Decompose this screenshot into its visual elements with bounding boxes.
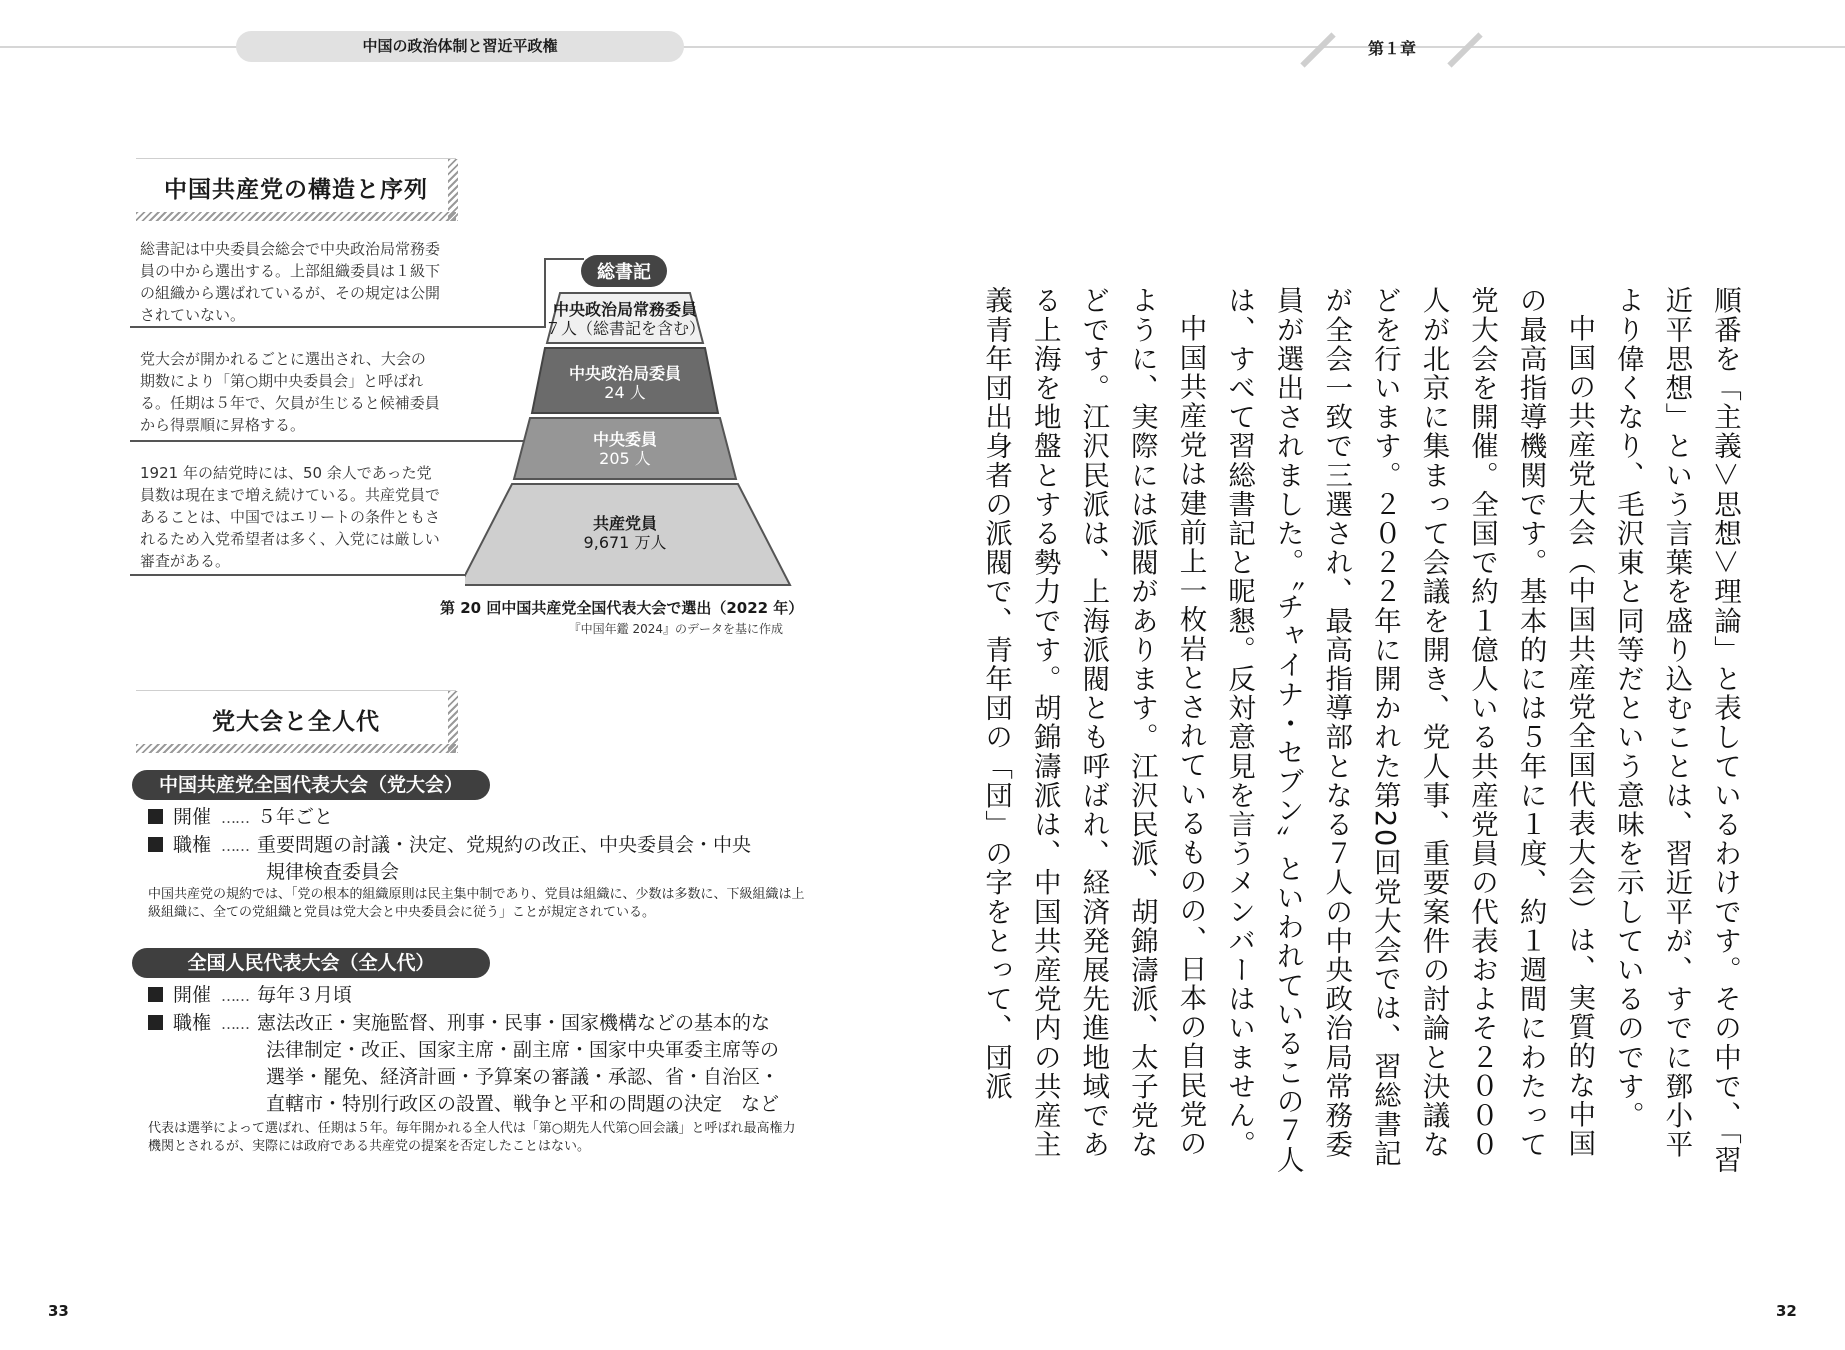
leader-dots: …… — [221, 809, 250, 827]
pyramid-apex-label: 総書記 — [597, 262, 651, 283]
held-label: 開催 — [173, 984, 212, 1006]
held-value: 毎年３月頃 — [257, 984, 353, 1006]
held-value: ５年ごと — [257, 806, 334, 828]
power-line-1: 重要問題の討議・決定、党規約の改正、中央委員会・中央 — [257, 834, 752, 856]
congress-heading: 党大会と全人代 — [212, 709, 380, 735]
party-congress-held-row — [148, 804, 333, 831]
pyramid-level-2 — [525, 364, 725, 402]
header-slash-left — [1300, 32, 1335, 67]
page-number-right: 32 — [1776, 1302, 1797, 1320]
pyramid-level-4-count: 9,671 万人 — [583, 533, 667, 552]
pyramid-level-3-count: 205 人 — [599, 449, 651, 468]
pyramid-level-4 — [525, 514, 725, 552]
note-line-3 — [130, 574, 480, 576]
note-general-secretary: 総書記は中央委員会総会で中央政治局常務委員の中から選出する。上部組織委員は１級下の組織から選ばれているが、その規定は公開されていない。 — [140, 240, 441, 324]
bullet-square-icon — [148, 1015, 163, 1030]
note-central-committee: 党大会が開かれるごとに選出され、大会の期数により「第○期中央委員会」と呼ばれる。任期は５年で、欠員が生じると候補委員から得票順に昇格する。 — [140, 350, 440, 434]
party-congress-note: 中国共産党の規約では、「党の根本的組織原則は民主集中制であり、党員は組織に、少数は多数に、下級組織は上級組織に、全ての党組織と党員は党大会と中央委員会に従う」ことが規定されている。 — [148, 887, 805, 920]
leader-dots: …… — [221, 837, 250, 855]
note-party-members: 1921 年の結党時には、50 余人であった党員数は現在まで増え続けている。共産党員であることは、中国ではエリートの条件ともされるため入党希望者は多く、入党には厳しい審査がある。 — [140, 464, 441, 570]
pyramid-level-2-name: 中央政治局委員 — [568, 364, 681, 383]
bullet-square-icon — [148, 809, 163, 824]
pyramid-level-1-count: ７人（総書記を含む） — [544, 319, 705, 338]
heading-hatch-side — [448, 691, 458, 753]
power-label: 職権 — [173, 1012, 212, 1034]
npc-power-line-2: 法律制定・改正、国家主席・副主席・国家中央軍委主席等の — [266, 1039, 780, 1061]
npc-title: 全国人民代表大会（全人代） — [132, 948, 490, 978]
pyramid-level-1-name: 中央政治局常務委員 — [552, 300, 697, 319]
body-paragraph-3: 中国共産党は建前上一枚岩とされているものの、日本の自民党のように、実際には派閥があります。江沢民派、胡錦濤派、太子党などです。江沢民派は、上海派閥とも呼ばれ、経済発展先進地域である上海を地盤とする勢力です。胡錦濤派は、中国共産党内の共産主義青年団出身者の派閥で、青年団の「団」の字をとって、団派 — [980, 286, 1207, 1159]
heading-hatch — [136, 744, 456, 753]
structure-heading: 中国共産党の構造と序列 — [164, 177, 428, 203]
pyramid-level-2-count: 24 人 — [604, 383, 646, 402]
header-slash-right — [1447, 32, 1482, 67]
pyramid-source: 『中国年鑑 2024』のデータを基に作成 — [568, 622, 783, 636]
pyramid-level-3-name: 中央委員 — [592, 430, 657, 449]
party-congress-title: 中国共産党全国代表大会（党大会） — [132, 770, 490, 800]
body-paragraph-2: 中国の共産党大会（中国共産党全国代表大会）は、実質的な中国の最高指導機関です。基本的には５年に１度、約１週間にわたって党大会を開催。全国で約１億人いる共産党員の代表およそ２０００人が北京に集まって会議を開き、党人事、重要案件の討論と決議などを行います。２０２２年に開かれた第20回党大会では、習総書記が全会一致で三選され、最高指導部となる７人の中央政治局常務委員が選出されました。〝チャイナ・セブン〟といわれているこの７人は、すべて習総書記と昵懇。反対意見を言うメンバーはいません。 — [1223, 286, 1596, 1175]
bullet-square-icon — [148, 837, 163, 852]
party-congress-power-line-2: 規律検査委員会 — [266, 861, 400, 883]
held-label: 開催 — [173, 806, 212, 828]
npc-power-line-3: 選挙・罷免、経済計画・予算案の審議・承認、省・自治区・ — [266, 1066, 780, 1088]
pyramid-level-4-name: 共産党員 — [592, 514, 657, 533]
party-congress-power-row — [148, 832, 751, 859]
power-line-1: 憲法改正・実施監督、刑事・民事・国家機構などの基本的な — [257, 1012, 771, 1034]
bullet-square-icon — [148, 987, 163, 1002]
npc-note: 代表は選挙によって選ばれ、任期は５年。毎年開かれる全人代は「第○期先人代第○回会議」と呼ばれ最高権力機関とされるが、実際には政府である共産党の提案を否定したことはない。 — [148, 1121, 796, 1154]
leader-dots: …… — [221, 1015, 250, 1033]
npc-power-row — [148, 1010, 770, 1037]
running-header-title: 中国の政治体制と習近平政権 — [236, 31, 684, 62]
pyramid-level-3 — [525, 430, 725, 468]
page-number-left: 33 — [48, 1302, 69, 1320]
npc-held-row — [148, 982, 352, 1009]
heading-hatch — [136, 212, 456, 221]
pyramid-level-1 — [525, 300, 725, 338]
structure-heading-box — [136, 158, 456, 221]
chapter-label: 第１章 — [1367, 39, 1416, 58]
body-paragraph-1: 順番を「主義＞思想＞理論」と表しているわけです。その中で、「習近平思想」という言葉を盛り込むことは、習近平が、すでに鄧小平より偉くなり、毛沢東と同等だという意味を示しているのです。 — [1611, 286, 1741, 1175]
congress-heading-box — [136, 690, 456, 753]
npc-power-line-4: 直轄市・特別行政区の設置、戦争と平和の問題の決定 など — [266, 1093, 780, 1115]
pyramid-caption: 第 20 回中国共産党全国代表大会で選出（2022 年） — [440, 599, 804, 617]
heading-hatch-side — [448, 159, 458, 221]
leader-dots: …… — [221, 987, 250, 1005]
power-label: 職権 — [173, 834, 212, 856]
body-text — [972, 286, 1750, 1176]
